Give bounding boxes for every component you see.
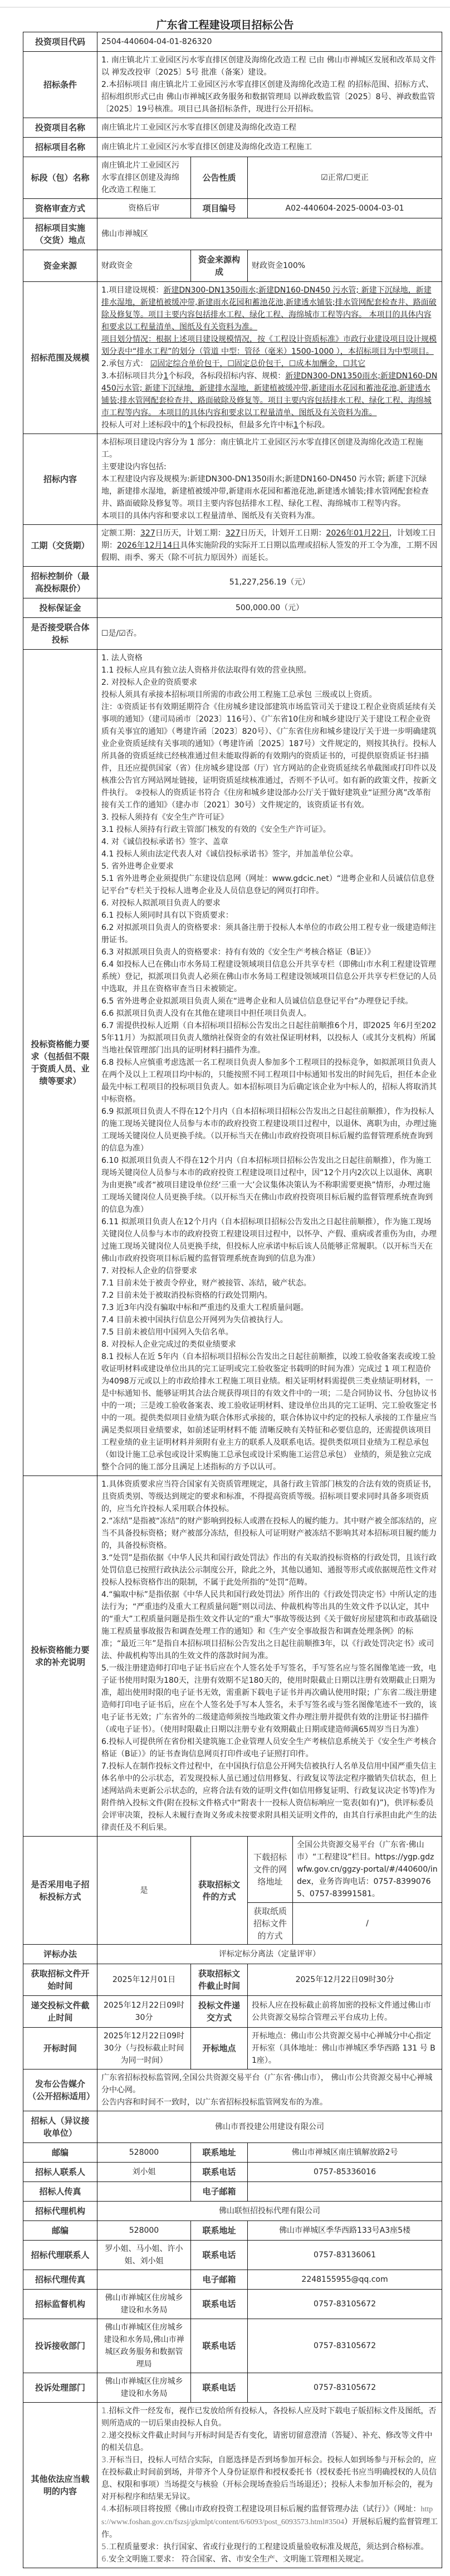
opening-time: 2025年12月22日09时30分（与投标截止时间为同一时间）	[97, 2028, 191, 2069]
row-tenderer-contact	[23, 2163, 442, 2182]
agency-phone: 0757-83136061	[248, 2241, 442, 2270]
label: 联系电话	[191, 2241, 248, 2270]
label: 招标人（异议接收单位）	[23, 2111, 97, 2143]
text: ）开展标后履约监督管理工作。	[101, 2517, 438, 2539]
doc-end-time: 2025年12月22日09时30分	[248, 1964, 442, 1996]
paragraph	[101, 2503, 438, 2541]
label: 联系电话	[191, 2163, 248, 2182]
row-tenderer-zip	[23, 2143, 442, 2163]
tenderer-phone: 0757-85336016	[248, 2163, 442, 2182]
plan-days: 327	[225, 529, 241, 538]
evaluation-value: 评标定标分离法（定量评审）	[97, 1945, 442, 1964]
row-project-code	[23, 32, 442, 52]
regulation-link[interactable]: https://www.foshan.gov.cn/fszsj/gkmlpt/content/6/6093/post_6093573.html#3504	[101, 2505, 433, 2526]
paragraph	[101, 2541, 438, 2553]
label: 联系电话	[191, 2373, 248, 2403]
row-doc-time	[23, 1964, 442, 1996]
agency-fax	[97, 2270, 191, 2290]
page-title: 广东省工程建设项目招标公告	[156, 19, 294, 31]
paragraph	[101, 2405, 438, 2429]
label: 招标监督机构	[23, 2290, 97, 2319]
content-value	[97, 434, 442, 525]
agency-name: 佛山联恒招投标代理有限公司	[97, 2202, 442, 2221]
project-number: A02-440604-2025-0004-03-01	[248, 199, 442, 218]
submit-deadline: 2025年12月22日09时30分	[97, 1996, 191, 2028]
row-review	[23, 199, 442, 218]
row-qualification	[23, 650, 442, 1476]
label: 投资项目代码	[23, 32, 97, 52]
row-bid-bond	[23, 598, 442, 618]
agency-email: 2248155955@qq.com	[248, 2270, 442, 2290]
label: 电子邮箱	[191, 2182, 248, 2202]
paragraph: 7.4 目前未被中国执行信息公开网列为失信被执行人。	[101, 1316, 288, 1324]
project-code-value: 2504-440604-04-01-826320	[97, 32, 442, 52]
text: 日历天，计划工期：	[155, 529, 226, 538]
tenderer-contact: 刘小姐	[97, 2163, 191, 2182]
label: 发布公告媒介（公开招标适用）	[23, 2069, 97, 2111]
text: 递交投标文件截止时间与开标时间是否有变化，请密切留意澄清（答疑）、补充、修改等文件中的相关信息。	[101, 2431, 433, 2452]
label: 工期（交货期）	[23, 525, 97, 567]
paragraph: 1.1 投标人应具有独立法人资格并依法取得有效的营业执照。	[101, 666, 311, 675]
paragraph: 6.8 投标人应慎重考虑选派一名工程项目负责人参加多个工程项目的投标竞争，如拟派项目负责人在两个及以上工程项目均中标的，只能按照不同工程项目中标通知书发出的时间先后，担任本企业最先中标工程项目的投标项目负责人。如本招标项目为后确定该企业为中标人的，招标人将取消其中标资格。	[101, 1058, 437, 1104]
supervision-phone: 0757-83105672	[248, 2290, 442, 2319]
label: 招标人传真	[23, 2182, 97, 2202]
label: 递交投标文件截止时间	[23, 1996, 97, 2028]
text: 1.项目建设规模：	[101, 286, 164, 295]
paragraph: 投标人须具有承接本招标项目所需的市政公用工程施工总承包 三级或以上资质。	[101, 690, 377, 699]
label: 联系地址	[191, 2221, 248, 2241]
funding-value: 财政资金	[97, 250, 191, 282]
label: 招标人联系人	[23, 2163, 97, 2182]
text: 个标段，各标段招标内容、规模：	[168, 372, 286, 381]
label: 资金来源构成	[191, 250, 248, 282]
paragraph: 6.4 如投标人已在佛山市水务局工程建设领域项目信息公开共享专栏（即佛山市水利工程建设管理系统）登记，拟派项目负责人必须在佛山市水务局工程建设领域项目信息公开共享专栏登记的人员中选取，并且在资格审查当日未被锁定。	[101, 960, 437, 994]
complaint-handle-value: 佛山市禅城区住房城乡建设和水务局	[97, 2373, 191, 2403]
paragraph: 6.投标人可提供所在省份相关建筑施工企业管理人员安全生产考核信息系统关于《安全生产考核合格证（B证）》的证书查询信息网页打印件或电子证照打印件。	[101, 1737, 437, 1759]
paragraph: 3.“处罚”是指依据《中华人民共和国行政处罚法》作出的有关取消投标资格的行政处罚，且该行政处罚信息已按照行政执法公示制度公开，除此之外，其他以通知、通报等形式或依据规范性文件对投标人投标资格作出的限制，不属于此处所指的“处罚”范畴。	[101, 1554, 437, 1587]
label: 资金来源	[23, 250, 97, 282]
text: 招标文件一经发布，视作已发放给所有投标人，各投标人应及时下载电子版招标文件及图纸，否则所造成的一切后果由投标人自负。	[101, 2407, 437, 2428]
label: 标段（包）名称	[23, 157, 97, 199]
control-price-value: 51,227,256.19（元）	[97, 567, 442, 598]
paragraph: 6.2 对拟派项目负责人的资格要求：须具备注册于投标人本单位的市政公用工程专业一级建造师注册证书。	[101, 923, 436, 944]
item-number: 3.	[101, 2456, 109, 2465]
paragraph: 公告内容和时间不一致时，以广东省招标投标监管网发布的为准。	[101, 2098, 327, 2107]
count: 1	[293, 421, 299, 430]
paragraph	[101, 333, 438, 358]
consortium-checkboxes: ☐是/☑否。	[97, 618, 442, 650]
paragraph: 5.1 省外进粤企业须提供广东建设信息网（网址：www.gdcic.net）“进粤企业和人员诚信信息登记平台”专栏关于投标人进粤企业及人员信息登记的网页打印件。	[101, 874, 434, 895]
row-submit	[23, 1996, 442, 2028]
row-investment-name	[23, 118, 442, 138]
row-opening	[23, 2028, 442, 2069]
label: 获取招标文件开始时间	[23, 1964, 97, 1996]
row-complaint-handle	[23, 2373, 442, 2403]
complaint-receive-phone: 0757-83105672	[248, 2319, 442, 2373]
tenderer-fax	[97, 2182, 191, 2202]
text: 日历天，计划开工日期：	[240, 529, 326, 538]
label: 联系地址	[191, 2143, 248, 2163]
qualification-notes-value	[97, 1476, 442, 1837]
text: 3.本招标项目共分	[101, 372, 164, 381]
label: 投标资格能力要求的补充说明	[23, 1476, 97, 1837]
label: 公告性质	[191, 157, 248, 199]
paragraph: 7.2 目前未处于被取消投标资格的行政处罚期内。	[101, 1291, 272, 1300]
underlined-text: 新建DN300-DN1350雨水;新建DN160-DN450污水管; 新建下沉绿地，新建排水湿地，新建植被缓冲带,新建雨水花园和蓄池花池,新建透水铺装;排水管网配套检查井、路面破除及修复等。项目主要内容包括排水工程、绿化工程、海绵城市工程等内容。 本项目的具体内容和要求以工程量清单、图纸及有关资料为准。	[101, 372, 438, 417]
row-evaluation	[23, 1945, 442, 1964]
label: 招标控制价（最高投标限价）	[23, 567, 97, 598]
paragraph	[101, 370, 438, 419]
label: 投资项目名称	[23, 118, 97, 138]
label: 电子邮箱	[191, 2270, 248, 2290]
row-agency-zip	[23, 2221, 442, 2241]
paragraph: 4.“骗取中标”是指依据《中华人民共和国行政处罚法》所作出的《行政处罚决定书》中所认定的违法行为；“严重违约及重大工程质量问题”则以司法、仲裁机构等出具的生效文件予以认定，其中的“重大”工程质量问题是指生效文件认定的“重大”事故等级达到《关于做好房屋建筑和市政基础设施工程质量事故报告和调查处理工作的通知》和《生产安全事故报告和调查处理条例》的标准；“最近三年”是指自本招标项目招标公告发出之日起往前顺推3年，以《行政处罚决定书》或司法、仲裁机构等出具的生效文件的落款时间为准。	[101, 1590, 438, 1660]
paragraph: 8. 对投标人企业完成过的类似业绩要求	[101, 1340, 236, 1349]
row-agency-fax	[23, 2270, 442, 2290]
paragraph: 6.10 拟派项目负责人不得在12个月内（自本招标项目招标公告发出之日起往前顺推），作为施工现场关键岗位人员参与本市的政府投资工程建设项目过程中，因“12个月内2次以上以退休、离职为由更换”或者“被项目建设单位经‘三重一大’会议集体决策认为不称职需要更换”情形，办理过施工现场关键岗位人员更换手续。（以开标当天在佛山市政府投资项目标后履约监督管理系统查询到的信息为准）	[101, 1156, 433, 1214]
paragraph: 5. 省外进粤企业要求	[101, 862, 174, 871]
row-ebid	[23, 1837, 442, 1903]
agency-contact: 罗小姐、马小姐、许小姐、刘小姐	[97, 2241, 191, 2270]
complaint-receive-value: 佛山市禅城区住房城乡建设和水务局,佛山市禅城区政务服务和数据管理局	[97, 2319, 191, 2373]
text: 投标人可对上述标段中的	[101, 421, 187, 430]
tenderer-name: 佛山市晋投建公用建设有限公司	[97, 2111, 442, 2143]
label: 邮编	[23, 2143, 97, 2163]
section-count: 1	[163, 372, 169, 381]
text: 安全文明施工要求： 符合国家、省、市安全生产、文明施工管理相关规定。	[109, 2555, 369, 2564]
row-conditions	[23, 52, 442, 118]
paragraph: 6.6 拟派项目负责人没有在其他在建项目中担任项目负责人。	[101, 1009, 311, 1018]
paragraph: 6.1 投标人须同时具有以下资质要求：	[101, 911, 233, 920]
count: 1	[187, 421, 192, 430]
item-number: 2.	[101, 2431, 109, 2440]
scope-value	[97, 282, 442, 434]
row-section	[23, 157, 442, 199]
text: 个标段。	[298, 421, 330, 430]
label: 其他依法应当载明的内容	[23, 2403, 97, 2568]
paragraph: 1.具体资质要求应当符合国家有关资质管理规定，具备行政主管部门核发的合法有效的资质证书，且资质类别、等级达到规定的要求和标准，不得提高资质等级。招标项目要求同时具备多项资质的，应当允许投标人采用联合体投标。	[101, 1480, 437, 1513]
section-value: 南庄镇北片工业园区污水零直排区创建及海绵化改造工程施工	[97, 157, 191, 199]
label: 联系电话	[191, 2319, 248, 2373]
paragraph	[101, 2429, 438, 2454]
paragraph	[101, 2454, 438, 2503]
paragraph: 6.7 需提供投标人近期（自本招标项目招标公告发出之日起往前顺推6个月，即2025 年6月至2025年11月）为拟派项目负责人缴纳社保资金的有效社保证明材料，以投标人（或其分支机构）所属当地社保管理部门出具的证明材料扫描件为准。	[101, 1021, 437, 1055]
bid-bond-value: 500,000.00（元）	[97, 598, 442, 618]
paragraph: 2.本招标项目 南庄镇北片工业园区污水零直排区创建及海绵化改造工程 的招标范围、招标方式、招标组织形式已由 佛山市禅城区政务服务和数据管理局 以禅政数监管〔2025〕8号、禅政数监管〔2025〕19号核准。项目已具备招标条件，现进行公开招标。	[101, 80, 436, 114]
paragraph: 注：①资质证书有效期延期符合《住房城乡建设部建筑市场监管司关于建设工程企业资质延续有关事项的通知》（建司局函市〔2023〕116号）、《广东省10住房和城乡建设厅关于建设工程企业资质有关事宜的通知》（粤建许函〔2023〕820号）、《广东省住房和城乡建设厅关于进一步明确建筑业企业资质延续有关事项的通知》（粤建许函〔2025〕187号）文件规定的，则按其执行。投标人所具备的资质延续已经核准通过但未能取得新的有效期内的资质证书的，可提供原资质证书扫描件，且还应提供国家（省）住房城乡建设部（厅）官方网站的企业资质延续名单截图或打印件以及核准公告官方网站网址链接，证明资质延续核准通过，否则不予认可。如有新的政策文件，按新文件执行。 ②投标人的资质证书符合《住房和城乡建设部办公厅关于做好建筑业“证照分离”改革衔接有关工作的通知》（建办市〔2021〕30号）文件规定的，该资质证书有效。	[101, 703, 437, 810]
label: 投标文件递交方式	[191, 1996, 248, 2028]
paragraph	[101, 358, 438, 370]
paragraph: 主要建设内容包括:	[101, 462, 167, 471]
media-value	[97, 2069, 442, 2111]
label: 获取招标文件截止时间	[191, 1964, 248, 1996]
tenderer-zip: 528000	[97, 2143, 191, 2163]
label: 招标条件	[23, 52, 97, 118]
paragraph: 广东省招标投标监管网,全国公共资源交易平台（广东省·佛山市）， 佛山市公共资源交易中心禅城分中心网。	[101, 2073, 433, 2095]
paragraph	[101, 284, 438, 333]
label: 获取招标文件的方式	[191, 1837, 248, 1945]
label: 投标资格能力要求（包括但不限于资质人员、业绩等要求）	[23, 650, 97, 1476]
row-content	[23, 434, 442, 525]
row-other	[23, 2403, 442, 2568]
opening-place: 开标地点：佛山市公共资源交易中心禅城分中心指定开标室（具体地址：佛山市禅城区季华西路 131 号 B1座）。	[248, 2028, 442, 2069]
row-consortium	[23, 618, 442, 650]
download-address: 全国公共资源交易平台（广东省·佛山市）“工程建设”栏目。https://ygp.gdzwfw.gov.cn/ggzy-portal/#/440600/index，业务咨询电话：0757-83990765、0757-83991581。	[293, 1837, 442, 1903]
investment-name-value: 南庄镇北片工业园区污水零直排区创建及海绵化改造工程	[97, 118, 442, 138]
supervision-value: 佛山市禅城区住房城乡建设和水务局	[97, 2290, 191, 2319]
paragraph: 1. 法人资格	[101, 654, 143, 663]
label: 是否采用电子招标投标方式	[23, 1837, 97, 1945]
label: 招标代理传真	[23, 2270, 97, 2290]
paragraph: 8.1 投标人在近 5年内（自本招标项目招标公告发出之日起往前顺推，以竣工验收备案表或竣工验收证明材料或建设单位出具的完工证明或完工验收鉴定书载明的时间为准）完成过 1 项工程造价为4098万元或以上的市政给排水工程施工项目业绩。相关证明材料需提供三类业绩证明材料，一是中标通知书、能够证明其合法合规获得项目的有效文件中的一项；二是合同协议书、分包协议书中的一项；三是竣工验收备案表、竣工验收证明材料、建设单位出具的完工证明、完工验收鉴定书中的一项。提供类似项目业绩为联合体形式承接的，联合体协议中约定的投标人承接的工作量应当满足类似项目业绩要求，如前述证明材料不能 清晰反映有关特征和必要信息的，还需提供该项目工程业绩的业主证明材料并须附有业主方的联系人及联系电话。提供类似项目业绩为工程总承包（如设计施工总承包或设计采购施工总承包或设计采购施工运营总承包） 业绩的，须是独立完成整个合同的施工部分且满足上述指标的方予以认可。	[101, 1352, 437, 1472]
label: 招标项目实施（交货）地点	[23, 218, 97, 250]
paragraph: 2. 对投标人企业的资质要求	[101, 678, 197, 687]
label: 评标办法	[23, 1945, 97, 1964]
contract-type-checkboxes: ☑固定综合单价包干，☐固定总价包干，☐成本加酬金，☐其它	[150, 359, 366, 368]
paragraph	[101, 419, 438, 431]
text: 开标当日，投标人可结合实际，自愿选择是否到场参加开标会。投标人如到场参与开标会的，应在投标截止时间前到场，并带齐个人身份证原件和授权委托书（授权委托书应当明确授权的人员信息、权限和事项）当场提交与核验（开标会现场查验后当场退还）；投标人未参加开标会的，视为对开标程序和结果无异议。	[101, 2456, 437, 2501]
label: 是否接受联合体投标	[23, 618, 97, 650]
ebid-value: 是	[97, 1837, 191, 1945]
item-number: 4.	[101, 2505, 109, 2514]
label: 招标代理联系人	[23, 2241, 97, 2270]
paragraph: 7.1 目前未处于被责令停业，财产被接管、冻结，破产状态。	[101, 1279, 311, 1288]
underlined-text: 新建DN300-DN1350雨水;新建DN160-DN450 污水管; 新建下沉绿地，新建排水湿地，新建植被缓冲带,新建雨水花园和蓄池花池,新建透水铺装;排水管网配套检查井、路面破除及修复等。项目主要内容包括排水工程、绿化工程、海绵城市工程等内容。 本项目的具体内容和要求以工程量清单、图纸及有关资料为准。	[101, 286, 437, 332]
notice-table	[23, 32, 442, 2568]
row-tender-name	[23, 138, 442, 157]
text: 个标段投标，但最多允许中标	[192, 421, 294, 430]
label: 投标保证金	[23, 598, 97, 618]
text: 工程质量要求：执行国家、省或行业现行的工程建设质量验收标准及规范，须达到合格标准。	[109, 2543, 429, 2551]
row-duration	[23, 525, 442, 567]
row-supervision	[23, 2290, 442, 2319]
paragraph: 7.投标人在制作投标文件过程中，在中国执行信息公开网失信被执行人名单及信用中国严重失信主体名单中的公示状态，若发现投标人虽已通过信用修复、行政复议等法定程序撤销失信状态，但上述网站尚未更新公示状态的，应将合法有效的证明文件(如信用修复证明、行政复议决定书等)作为附件纳入投标文件(附在投标文件格式中“附表十一投标人资信标响应一览表(如有)”)，供评标委员会评审决策，投标人未履行查询义务或未按要求附具相关证明文件的，由其自行承担由此产生的法律责任及不利后果。	[101, 1762, 437, 1832]
agency-zip: 528000	[97, 2221, 191, 2241]
label: 资格审查方式	[23, 199, 97, 218]
label: 招标范围及规模	[23, 282, 97, 434]
label: 邮编	[23, 2221, 97, 2241]
paragraph: 4.1 投标人须由法定代表人对《诚信投标承诺书》签字，并加盖单位公章。	[101, 850, 358, 859]
row-scope	[23, 282, 442, 434]
paragraph: 6.3 对拟派项目负责人的资格要求：持有有效的《安全生产考核合格证（B证）》	[101, 948, 375, 957]
doc-start-time: 2025年12月01日	[97, 1964, 191, 1996]
text: 具体实施阶段的实际开工日期以监理或招标人签发的开工令为准，工期不因假期、雨季、雾天（除不可抗力原因外）而延长。	[101, 541, 438, 562]
label: 招标代理机构	[23, 2202, 97, 2221]
text: 本招标项目将按照《佛山市政府投资工程建设项目标后履约监督管理办法（试行）》（网址：	[109, 2505, 421, 2514]
duration-value	[97, 525, 442, 567]
paragraph: 6.5 省外进粤企业拟派项目负责人须在“进粤企业和人员诚信信息登记平台”办理登记手续。	[101, 997, 413, 1006]
paragraph: 3.1 投标人须持有行政主管部门核发的有效的《安全生产许可证》。	[101, 825, 331, 834]
conditions-value	[97, 52, 442, 118]
row-agency-contact	[23, 2241, 442, 2270]
end-date: 2026年12月14日	[117, 541, 180, 550]
paragraph: 1. 南庄镇北片工业园区污水零直排区创建及海绵化改造工程 已由 佛山市禅城区发展和改革局文件以 禅发改投审〔2025〕5号 批准（备案）建设。	[101, 56, 436, 77]
location-value: 佛山市禅城区	[97, 218, 442, 250]
paragraph: 6. 对投标人拟派项目负责人的要求	[101, 899, 221, 908]
item-number: 6.	[101, 2555, 109, 2564]
start-date: 2026年01月22日	[326, 529, 389, 538]
label: 开标地点	[191, 2028, 248, 2069]
paragraph: 本工程建设内容及规模为:新建DN300-DN1350雨水;新建DN160-DN450 污水管; 新建下沉绿地，新建排水湿地，新建植被缓冲带,新建雨水花园和蓄池花池,新建透水铺装;排水管网配套检查井、路面破除及修复等。项目主要内容包括排水工程、绿化工程、海绵城市工程等内容。	[101, 475, 429, 508]
text: 定额工期：	[101, 529, 140, 538]
paragraph: 7.3 近3年内没有骗取中标和严重违约及重大工程质量问题。	[101, 1303, 309, 1312]
row-agency	[23, 2202, 442, 2221]
underlined-text: 项目划分情况：根据上述项目建设规模情况，按《工程设计资质标准》市政行业建设项目设计规模划分表中“排水工程”的划分（管道 中型：管径（毫米）1500-1000 ），本招标项目为中型项目。	[101, 335, 437, 356]
label: 投诉处理部门	[23, 2373, 97, 2403]
label: 开标时间	[23, 2028, 97, 2069]
funding-structure: 财政资金100%	[248, 250, 442, 282]
paragraph: 本项目的具体内容和要求以工程量清单、图纸及有关资料为准。	[101, 512, 320, 520]
row-qualification-notes	[23, 1476, 442, 1837]
row-media	[23, 2069, 442, 2111]
paragraph: 本招标项目建设内容分为 1 部分：南庄镇北片工业园区污水零直排区创建及海绵化改造工程施工。	[101, 438, 423, 459]
paragraph: 6.9 拟派项目负责人不得在12个月内（自本招标项目招标公告发出之日起往前顺推），作为投标人的施工现场关键岗位人员参与本市的政府投资工程建设项目过程中，以退休、离职为由，办理过施工现场关键岗位人员更换手续。（以开标当天在佛山市政府投资项目标后履约监督管理系统查询到的信息为准）	[101, 1107, 437, 1153]
label: 获取纸质招标文件的方式	[248, 1903, 293, 1945]
paragraph: 5.一级注册建造师打印电子证书后应在个人签名处手写签名，手写签名应与签名图像笔迹一致，电子证书使用时限为180天，注册有效期不足180天的，使用时限截止日期以注册有效期截止日期为准，超出使用时限的电子证书无效，需重新下载电子证书并再次确认使用时限；广东省二级注册建造师打印电子证书后，应在个人签名处手写本人签名，未手写签名或与签名图像笔迹不一致的，该电子证书无效；广东省外的二级建造师须按当地政策文件办理注册并提供有效的注册证书扫描件（或电子证书）。（使用时限截止日期以注册专业有效期截止日期或建造师满65周岁当日为准）	[101, 1664, 437, 1734]
row-funding	[23, 250, 442, 282]
complaint-handle-phone: 0757-83105672	[248, 2373, 442, 2403]
review-value: 资格后审	[97, 199, 191, 218]
text: ，计划竣工日期：	[101, 529, 436, 550]
paragraph: 7.5 目前未被信用中国列入失信名单。	[101, 1328, 233, 1337]
item-number: 5.	[101, 2543, 109, 2551]
row-tenderer	[23, 2111, 442, 2143]
tender-name-value: 南庄镇北片工业园区污水零直排区创建及海绵化改造工程施工	[97, 138, 442, 157]
row-location	[23, 218, 442, 250]
top-divider	[0, 7, 450, 8]
submit-method: 投标人应在投标截止前将加密的投标文件通过佛山市公共资源交易综合管理云平台成功上传。	[248, 1996, 442, 2028]
label: 招标内容	[23, 434, 97, 525]
row-control-price	[23, 567, 442, 598]
qualification-value	[97, 650, 442, 1476]
label: 联系电话	[191, 2290, 248, 2319]
other-value	[97, 2403, 442, 2568]
paragraph: 3. 投标人须持有《安全生产许可证》	[101, 813, 228, 822]
tenderer-email	[248, 2182, 442, 2202]
notice-nature-checkboxes: ☑正常/☐更正	[248, 157, 442, 199]
label: 投诉接收部门	[23, 2319, 97, 2373]
agency-address: 佛山市禅城区季华西路133号A3座5楼	[248, 2221, 442, 2241]
label: 下载招标文件的网络地址	[248, 1837, 293, 1903]
label: 招标项目名称	[23, 138, 97, 157]
quota-days: 327	[140, 529, 155, 538]
tenderer-address: 佛山市禅城区南庄镇解放路2号	[248, 2143, 442, 2163]
paragraph: 2.“冻结”是指被“冻结”的财产影响到投标人或潜在投标人的履约能力。其中财产被全部冻结的，应当不具备投标资格；财产被部分冻结，但投标人可证明财产被冻结不影响其对本招标项目履约能力的，具备投标资格。	[101, 1517, 437, 1550]
paragraph: 6.11 拟派项目负责人在12个月内（自本招标项目招标公告发出之日起往前顺推），作为施工现场关键岗位人员参与本市的政府投资工程建设项目过程中，以怀孕、产假、重病或者重伤为由，办理过施工现场关键岗位人员更换手续，但投标人应承诺中标后该人员能够正常履职。（以开标当天在佛山市政府投资项目标后履约监督管理系统查询到的信息为准）	[101, 1218, 437, 1263]
paragraph: 7. 对投标人企业的信誉要求	[101, 1267, 197, 1275]
text: 2.承包方式：	[101, 359, 148, 368]
item-number: 1.	[101, 2407, 109, 2416]
row-complaint-receive	[23, 2319, 442, 2373]
paragraph	[101, 2553, 438, 2565]
paper-method-value: /	[293, 1903, 442, 1945]
row-tenderer-fax	[23, 2182, 442, 2202]
label: 项目编号	[191, 199, 248, 218]
paragraph: 4. 对《诚信投标承诺书》签字、盖章	[101, 837, 228, 846]
